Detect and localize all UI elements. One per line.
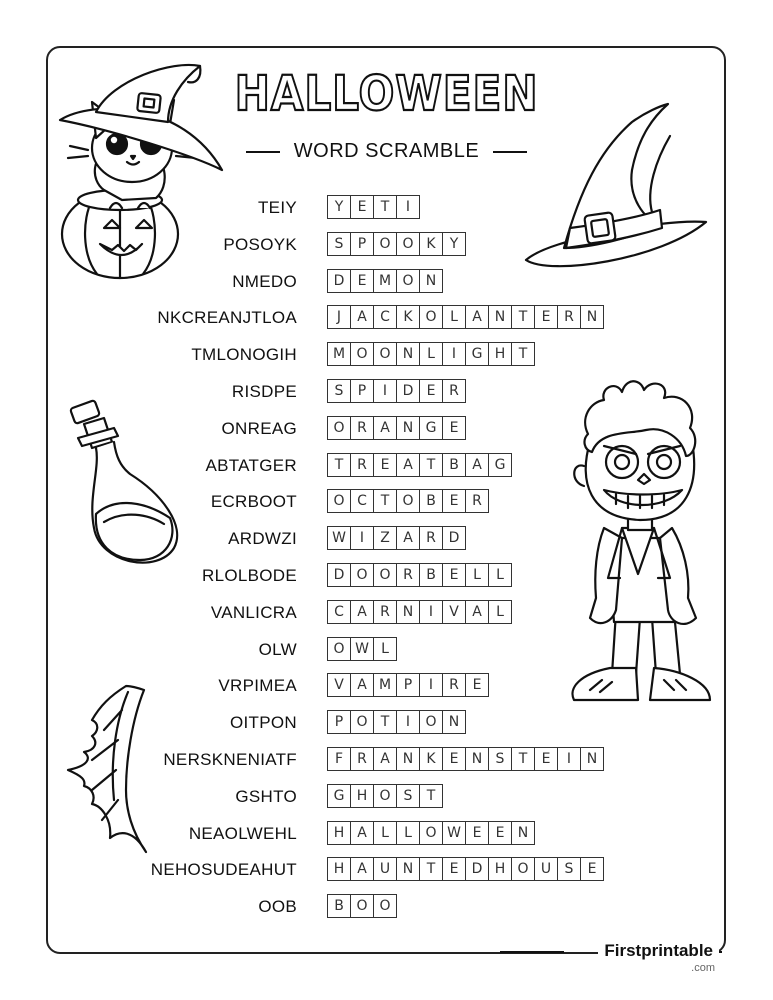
answer-letter-box[interactable]: A [350,821,374,845]
answer-letter-box[interactable]: E [534,305,558,329]
answer-letter-box[interactable]: Y [327,195,351,219]
answer-letter-box[interactable]: H [327,821,351,845]
answer-letter-box[interactable]: K [396,305,420,329]
answer-letter-box[interactable]: B [442,453,466,477]
answer-letter-box[interactable]: H [350,784,374,808]
answer-letter-box[interactable]: N [580,747,604,771]
answer-letter-box[interactable]: H [488,857,512,881]
answer-letter-box[interactable]: O [373,232,397,256]
answer-letter-box[interactable]: L [373,637,397,661]
answer-letter-box[interactable]: N [419,269,443,293]
page-title: HALLOWEEN [234,66,539,122]
answer-letter-box[interactable]: S [327,379,351,403]
scrambled-word: TMLONOGIH [191,345,297,365]
answer-letter-box[interactable]: O [419,305,443,329]
answer-letter-box[interactable]: A [465,600,489,624]
answer-boxes [327,489,488,513]
answer-letter-box[interactable]: N [580,305,604,329]
scrambled-word: OLW [258,639,297,659]
answer-letter-box[interactable]: E [465,821,489,845]
answer-letter-box[interactable]: L [419,342,443,366]
answer-letter-box[interactable]: D [327,269,351,293]
answer-letter-box[interactable]: I [442,342,466,366]
answer-letter-box[interactable]: S [327,232,351,256]
witch-hat-icon [520,100,710,280]
answer-letter-box[interactable]: O [419,821,443,845]
answer-boxes [327,453,511,477]
answer-boxes [327,563,511,587]
scrambled-word: OOB [258,897,297,917]
answer-letter-box[interactable]: C [350,489,374,513]
answer-letter-box[interactable]: I [396,710,420,734]
answer-letter-box[interactable]: O [396,232,420,256]
answer-letter-box[interactable]: P [350,379,374,403]
answer-letter-box[interactable]: O [350,710,374,734]
answer-letter-box[interactable]: N [442,710,466,734]
answer-letter-box[interactable]: P [327,710,351,734]
answer-letter-box[interactable]: A [350,600,374,624]
scrambled-word: RISDPE [231,382,297,401]
answer-boxes [327,600,511,624]
answer-letter-box[interactable]: Z [373,526,397,550]
answer-letter-box[interactable]: L [488,563,512,587]
subtitle-rule-left [246,151,280,153]
answer-letter-box[interactable]: R [442,379,466,403]
scrambled-word: TEIY [258,198,297,217]
brand-rule-left [500,951,564,953]
answer-letter-box[interactable]: O [350,563,374,587]
scramble-row [0,342,773,368]
answer-letter-box[interactable]: O [327,637,351,661]
answer-letter-box[interactable]: O [373,563,397,587]
answer-letter-box[interactable]: R [350,453,374,477]
scrambled-word: POSOYK [223,234,297,254]
answer-letter-box[interactable]: O [396,269,420,293]
answer-letter-box[interactable]: B [419,489,443,513]
answer-letter-box[interactable]: P [396,673,420,697]
answer-letter-box[interactable]: A [396,453,420,477]
answer-letter-box[interactable]: L [465,563,489,587]
answer-boxes [327,637,396,661]
answer-letter-box[interactable]: E [580,857,604,881]
answer-letter-box[interactable]: T [327,453,351,477]
answer-letter-box[interactable]: R [396,563,420,587]
answer-letter-box[interactable]: R [350,416,374,440]
answer-letter-box[interactable]: D [442,526,466,550]
answer-letter-box[interactable]: K [419,747,443,771]
scrambled-word: NEAOLWEHL [188,823,297,843]
answer-letter-box[interactable]: O [373,342,397,366]
answer-letter-box[interactable]: M [373,269,397,293]
answer-letter-box[interactable]: W [442,821,466,845]
answer-letter-box[interactable]: H [327,857,351,881]
zombie-boy-icon [560,378,718,708]
answer-boxes [327,379,465,403]
answer-letter-box[interactable]: A [373,416,397,440]
answer-boxes [327,673,488,697]
answer-letter-box[interactable]: R [350,747,374,771]
answer-letter-box[interactable]: N [396,857,420,881]
answer-letter-box[interactable]: F [327,747,351,771]
answer-letter-box[interactable]: N [511,821,535,845]
scramble-row [0,305,773,331]
scrambled-word: NKCREANJTLOA [157,308,297,328]
answer-letter-box[interactable]: O [373,784,397,808]
answer-letter-box[interactable]: R [465,489,489,513]
scrambled-word: ARDWZI [228,529,297,549]
answer-letter-box[interactable]: G [419,416,443,440]
scrambled-word: ECRBOOT [210,492,297,512]
answer-letter-box[interactable]: J [327,305,351,329]
answer-letter-box[interactable]: C [327,600,351,624]
brand-logo: Firstprintable [598,942,719,960]
answer-letter-box[interactable]: B [419,563,443,587]
answer-letter-box[interactable]: U [534,857,558,881]
answer-letter-box[interactable]: A [373,747,397,771]
answer-letter-box[interactable]: S [488,747,512,771]
answer-letter-box[interactable]: L [396,821,420,845]
answer-letter-box[interactable]: E [465,673,489,697]
answer-boxes [327,416,465,440]
answer-letter-box[interactable]: Y [442,232,466,256]
answer-letter-box[interactable]: M [327,342,351,366]
answer-letter-box[interactable]: N [465,747,489,771]
answer-letter-box[interactable]: O [511,857,535,881]
answer-letter-box[interactable]: E [442,489,466,513]
answer-letter-box[interactable]: E [419,379,443,403]
answer-letter-box[interactable]: L [442,305,466,329]
brand-domain: .com [691,962,715,974]
answer-letter-box[interactable]: D [327,563,351,587]
answer-letter-box[interactable]: O [350,894,374,918]
answer-boxes [327,195,419,219]
answer-letter-box[interactable]: I [557,747,581,771]
answer-letter-box[interactable]: O [396,489,420,513]
answer-letter-box[interactable]: O [327,489,351,513]
page-subtitle: WORD SCRAMBLE [293,140,480,162]
answer-letter-box[interactable]: R [373,600,397,624]
answer-letter-box[interactable]: D [396,379,420,403]
answer-letter-box[interactable]: S [557,857,581,881]
answer-letter-box[interactable]: A [465,453,489,477]
bat-icon [62,680,158,856]
answer-boxes [327,269,442,293]
answer-letter-box[interactable]: W [350,637,374,661]
cat-in-witch-hat-pumpkin-icon [52,60,242,285]
answer-letter-box[interactable]: R [419,526,443,550]
answer-boxes [327,305,603,329]
scrambled-word: RLOLBODE [202,566,297,585]
answer-letter-box[interactable]: T [511,305,535,329]
answer-boxes [327,342,534,366]
scrambled-word: GSHTO [235,786,297,806]
answer-letter-box[interactable]: N [396,342,420,366]
answer-letter-box[interactable]: C [373,305,397,329]
answer-boxes [327,821,534,845]
answer-boxes [327,710,465,734]
answer-letter-box[interactable]: G [327,784,351,808]
scrambled-word: NEHOSUDEAHUT [150,860,297,880]
answer-letter-box[interactable]: L [488,600,512,624]
answer-letter-box[interactable]: O [419,710,443,734]
scrambled-word: OITPON [230,713,297,733]
answer-letter-box[interactable]: K [419,232,443,256]
answer-letter-box[interactable]: T [373,489,397,513]
scrambled-word: NMEDO [232,271,297,291]
scramble-row [0,857,773,883]
answer-letter-box[interactable]: A [465,305,489,329]
potion-bottle-icon [66,398,186,578]
answer-boxes [327,526,465,550]
answer-letter-box[interactable]: E [442,563,466,587]
answer-letter-box[interactable]: E [488,821,512,845]
answer-letter-box[interactable]: A [350,305,374,329]
answer-letter-box[interactable]: N [396,600,420,624]
answer-boxes [327,784,442,808]
answer-boxes [327,232,465,256]
answer-letter-box[interactable]: G [465,342,489,366]
answer-letter-box[interactable]: I [419,673,443,697]
answer-letter-box[interactable]: W [327,526,351,550]
answer-letter-box[interactable]: T [419,453,443,477]
answer-letter-box[interactable]: T [373,710,397,734]
answer-letter-box[interactable]: A [396,526,420,550]
answer-letter-box[interactable]: E [442,416,466,440]
answer-letter-box[interactable]: G [488,453,512,477]
answer-letter-box[interactable]: S [396,784,420,808]
scrambled-word: VANLICRA [210,602,297,622]
answer-letter-box[interactable]: M [373,673,397,697]
answer-letter-box[interactable]: N [396,416,420,440]
answer-letter-box[interactable]: R [442,673,466,697]
answer-letter-box[interactable]: I [419,600,443,624]
answer-letter-box[interactable]: I [396,195,420,219]
scramble-row [0,894,773,920]
answer-letter-box[interactable]: L [373,821,397,845]
answer-letter-box[interactable]: O [350,342,374,366]
answer-letter-box[interactable]: A [350,857,374,881]
scrambled-word: ABTATGER [205,455,297,475]
answer-letter-box[interactable]: E [373,453,397,477]
answer-letter-box[interactable]: T [511,747,535,771]
answer-letter-box[interactable]: H [488,342,512,366]
answer-letter-box[interactable]: R [557,305,581,329]
answer-letter-box[interactable]: A [350,673,374,697]
answer-letter-box[interactable]: V [327,673,351,697]
answer-letter-box[interactable]: I [373,379,397,403]
answer-letter-box[interactable]: T [419,857,443,881]
answer-letter-box[interactable]: P [350,232,374,256]
scrambled-word: ONREAG [221,418,297,438]
answer-letter-box[interactable]: D [465,857,489,881]
answer-boxes [327,894,396,918]
answer-letter-box[interactable]: E [442,857,466,881]
answer-letter-box[interactable]: B [327,894,351,918]
answer-letter-box[interactable]: E [350,269,374,293]
answer-letter-box[interactable]: V [442,600,466,624]
answer-letter-box[interactable]: T [419,784,443,808]
answer-letter-box[interactable]: N [488,305,512,329]
answer-boxes [327,857,603,881]
answer-letter-box[interactable]: T [511,342,535,366]
answer-letter-box[interactable]: O [327,416,351,440]
answer-letter-box[interactable]: T [373,195,397,219]
answer-letter-box[interactable]: N [396,747,420,771]
scrambled-word: NERSKNENIATF [163,750,297,769]
answer-letter-box[interactable]: E [442,747,466,771]
answer-boxes [327,747,603,771]
answer-letter-box[interactable]: E [350,195,374,219]
scrambled-word: VRPIMEA [218,676,297,696]
answer-letter-box[interactable]: I [350,526,374,550]
answer-letter-box[interactable]: O [373,894,397,918]
answer-letter-box[interactable]: E [534,747,558,771]
answer-letter-box[interactable]: U [373,857,397,881]
